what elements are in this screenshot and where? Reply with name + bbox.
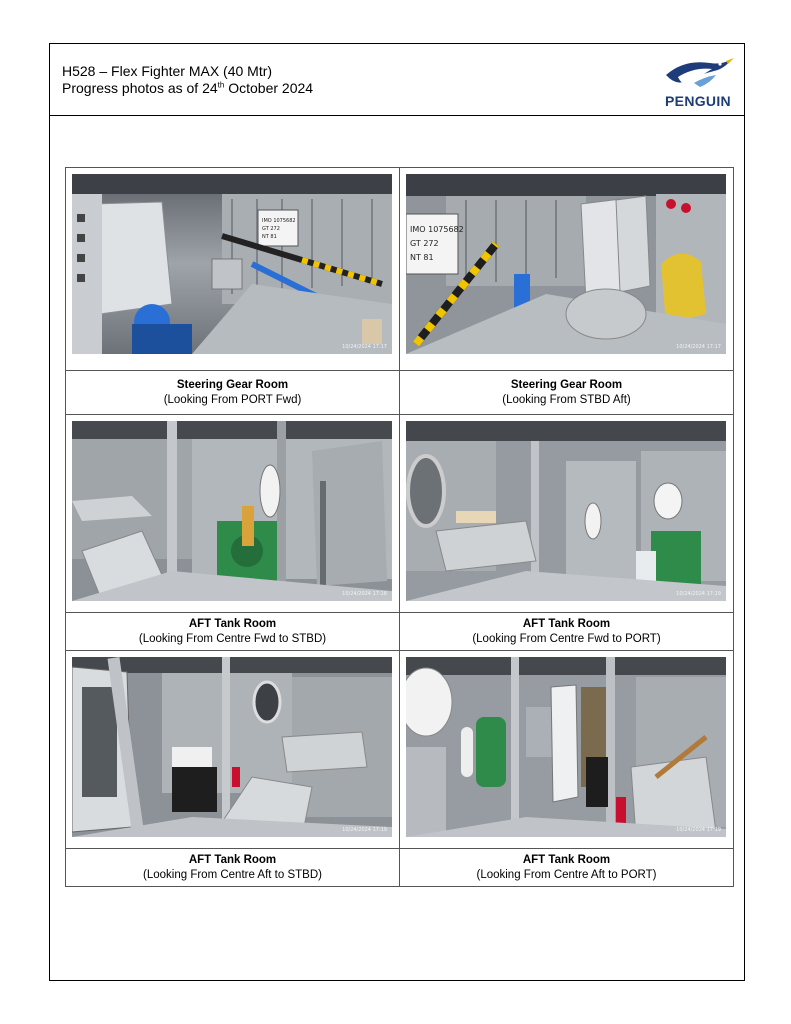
photo-timestamp: 10/24/2024 17:19 [342, 827, 387, 833]
penguin-bird-icon [664, 53, 734, 93]
photo-timestamp: 10/24/2024 17:17 [676, 344, 721, 350]
caption-subtitle: (Looking From Centre Fwd to PORT) [472, 632, 661, 645]
photo-cell-6 [400, 651, 734, 849]
caption-subtitle: (Looking From Centre Aft to PORT) [476, 868, 657, 881]
caption-cell-5 [66, 849, 400, 887]
logo-wordmark: PENGUIN [665, 93, 731, 109]
caption-subtitle: (Looking From Centre Aft to STBD) [143, 868, 322, 881]
photo-aft-tank-fwd-stbd[interactable] [72, 421, 392, 601]
caption-title: Steering Gear Room [510, 378, 623, 391]
photo-timestamp: 10/24/2024 17:19 [676, 827, 721, 833]
photo-timestamp: 10/24/2024 17:18 [342, 591, 387, 597]
photo-steering-gear-stbd[interactable] [406, 174, 726, 354]
photo-aft-tank-aft-port[interactable] [406, 657, 726, 837]
svg-text:NT 81: NT 81 [410, 253, 434, 262]
caption-subtitle: (Looking From Centre Fwd to STBD) [138, 632, 327, 645]
document-title: H528 – Flex Fighter MAX (40 Mtr) [62, 63, 273, 79]
svg-text:GT 272: GT 272 [410, 239, 439, 248]
header [50, 44, 744, 116]
photo-aft-tank-fwd-port[interactable] [406, 421, 726, 601]
photo-cell-4 [400, 415, 734, 613]
photo-table [65, 167, 734, 887]
caption-cell-1 [66, 371, 400, 415]
photo-timestamp: 10/24/2024 17:19 [676, 591, 721, 597]
svg-text:GT 272: GT 272 [262, 226, 280, 232]
photo-steering-gear-port[interactable] [72, 174, 392, 354]
caption-title: AFT Tank Room [188, 617, 277, 630]
caption-title: Steering Gear Room [176, 378, 289, 391]
caption-title: AFT Tank Room [188, 853, 277, 866]
penguin-logo [660, 53, 736, 109]
photo-cell-2 [400, 168, 734, 371]
caption-title: AFT Tank Room [522, 853, 611, 866]
photo-timestamp: 10/24/2024 17:17 [342, 344, 387, 350]
photo-cell-3 [66, 415, 400, 613]
caption-subtitle: (Looking From STBD Aft) [502, 393, 631, 406]
document-subtitle: Progress photos as of 24th October 2024 [62, 80, 314, 96]
caption-cell-2 [400, 371, 734, 415]
caption-title: AFT Tank Room [522, 617, 611, 630]
caption-cell-3 [66, 613, 400, 651]
vessel-id-sign-text: IMO 1075682 [262, 218, 296, 224]
caption-cell-6 [400, 849, 734, 887]
photo-aft-tank-aft-stbd[interactable] [72, 657, 392, 837]
caption-subtitle: (Looking From PORT Fwd) [163, 393, 302, 406]
photo-cell-1 [66, 168, 400, 371]
photo-cell-5 [66, 651, 400, 849]
caption-cell-4 [400, 613, 734, 651]
vessel-id-sign-text: IMO 1075682 [410, 225, 464, 234]
svg-text:NT 81: NT 81 [262, 234, 277, 240]
